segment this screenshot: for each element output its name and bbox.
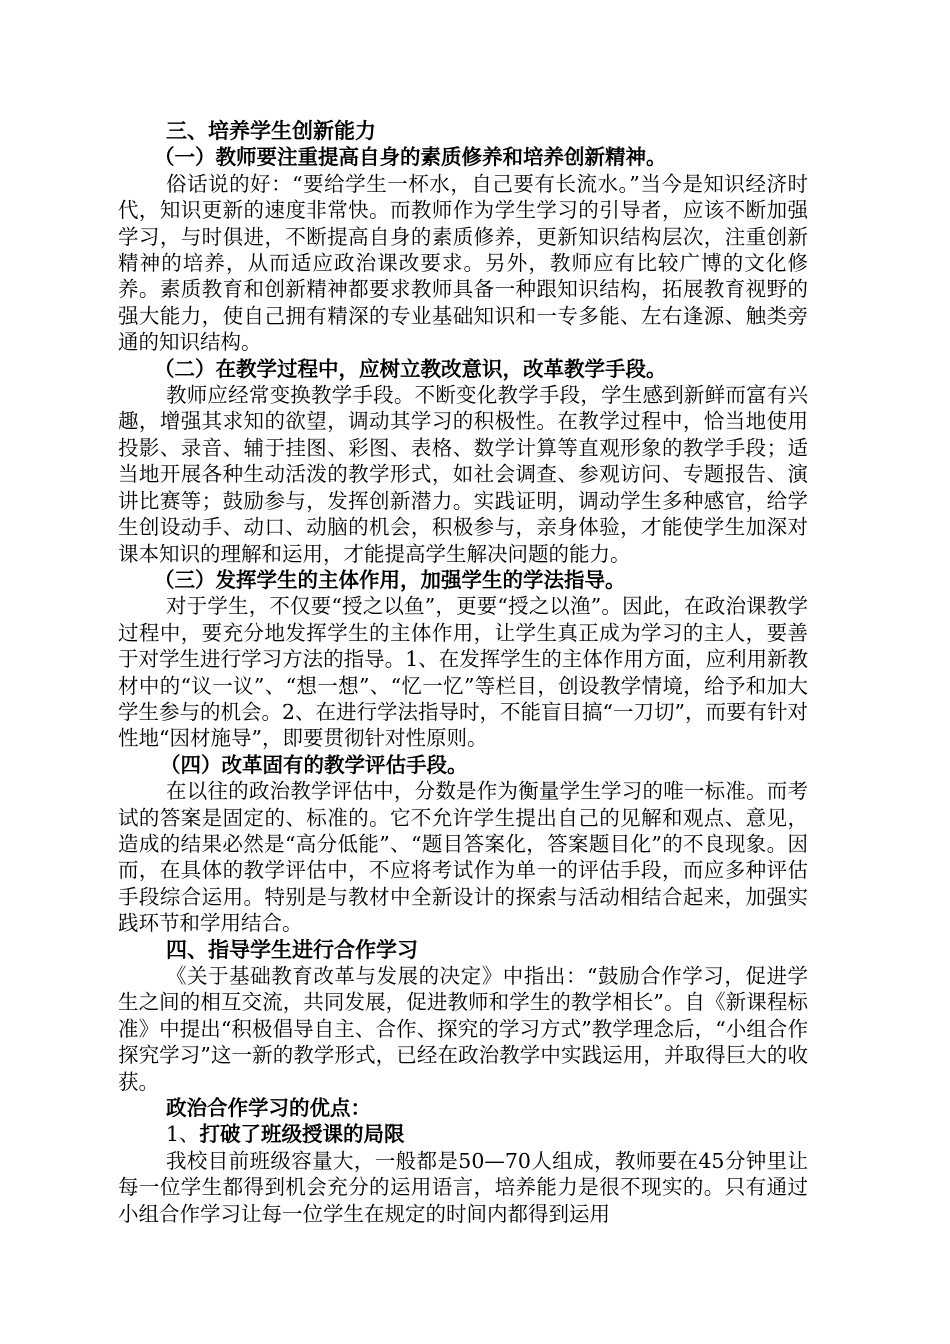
advantages-heading: 政治合作学习的优点： <box>166 1096 371 1121</box>
document-page <box>118 118 808 1227</box>
section-4-paragraph: 《关于基础教育改革与发展的决定》中指出：“鼓励合作学习，促进学生之间的相互交流，共同发展，促进教师和学生的教学相长”。自《新课程标准》中提出“积极倡导自主、合作、探究的学习方式”教学理念后，“小组合作探究学习”这一新的教学形式，已经在政治教学中实践运用，并取得巨大的收获。 <box>118 964 808 1094</box>
section-3-heading: 三、培养学生创新能力 <box>166 118 376 143</box>
subsection-4-heading: （四）改革固有的教学评估手段。 <box>160 752 468 777</box>
point-1-number: 1、 <box>166 1122 200 1147</box>
subsection-3-heading: （三）发挥学生的主体作用，加强学生的学法指导。 <box>154 567 626 592</box>
subsection-1-heading: （一）教师要注重提高自身的素质修养和培养创新精神。 <box>154 145 667 170</box>
subsection-4-paragraph: 在以往的政治教学评估中，分数是作为衡量学生学习的唯一标准。而考试的答案是固定的、标准的。它不允许学生提出自己的见解和观点、意见，造成的结果必然是“高分低能”、“题目答案化，答案题目化”的不良现象。因而，在具体的教学评估中，不应将考试作为单一的评估手段，而应多种评估手段综合运用。特别是与教材中全新设计的探索与活动相结合起来，加强实践环节和学用结合。 <box>118 779 808 936</box>
point-1-heading <box>118 1121 808 1147</box>
point-1-title: 打破了班级授课的局限 <box>199 1122 405 1147</box>
subsection-2-heading: （二）在教学过程中，应树立教改意识，改革教学手段。 <box>154 356 667 381</box>
subsection-2-paragraph: 教师应经常变换教学手段。不断变化教学手段，学生感到新鲜而富有兴趣，增强其求知的欲望，调动其学习的积极性。在教学过程中，恰当地使用投影、录音、辅于挂图、彩图、表格、数学计算等直观形象的教学手段；适当地开展各种生动活泼的教学形式，如社会调查、参观访问、专题报告、演讲比赛等；鼓励参与，发挥创新潜力。实践证明，调动学生多种感官，给学生创设动手、动口、动脑的机会，积极参与，亲身体验，才能使学生加深对课本知识的理解和运用，才能提高学生解决问题的能力。 <box>118 383 808 566</box>
subsection-1-paragraph: 俗话说的好：“要给学生一杯水，自己要有长流水。”当今是知识经济时代，知识更新的速度非常快。而教师作为学生学习的引导者，应该不断加强学习，与时俱进，不断提高自身的素质修养，更新知识结构层次，注重创新精神的培养，从而适应政治课改要求。另外，教师应有比较广博的文化修养。素质教育和创新精神都要求教师具备一种跟知识结构，拓展教育视野的强大能力，使自己拥有精深的专业基础知识和一专多能、左右逢源、触类旁通的知识结构。 <box>118 171 808 355</box>
point-1-paragraph: 我校目前班级容量大，一般都是50—70人组成，教师要在45分钟里让每一位学生都得到机会充分的运用语言，培养能力是很不现实的。只有通过小组合作学习让每一位学生在规定的时间内都得到运用 <box>118 1148 808 1226</box>
subsection-3-paragraph: 对于学生，不仅要“授之以鱼”，更要“授之以渔”。因此，在政治课教学过程中，要充分地发挥学生的主体作用，让学生真正成为学习的主人，要善于对学生进行学习方法的指导。1、在发挥学生的主体作用方面，应利用新教材中的“议一议”、“想一想”、“忆一忆”等栏目，创设教学情境，给予和加大学生参与的机会。2、在进行学法指导时，不能盲目搞“一刀切”，而要有针对性地“因材施导”，即要贯彻针对性原则。 <box>118 594 809 751</box>
section-4-heading: 四、指导学生进行合作学习 <box>166 936 418 962</box>
